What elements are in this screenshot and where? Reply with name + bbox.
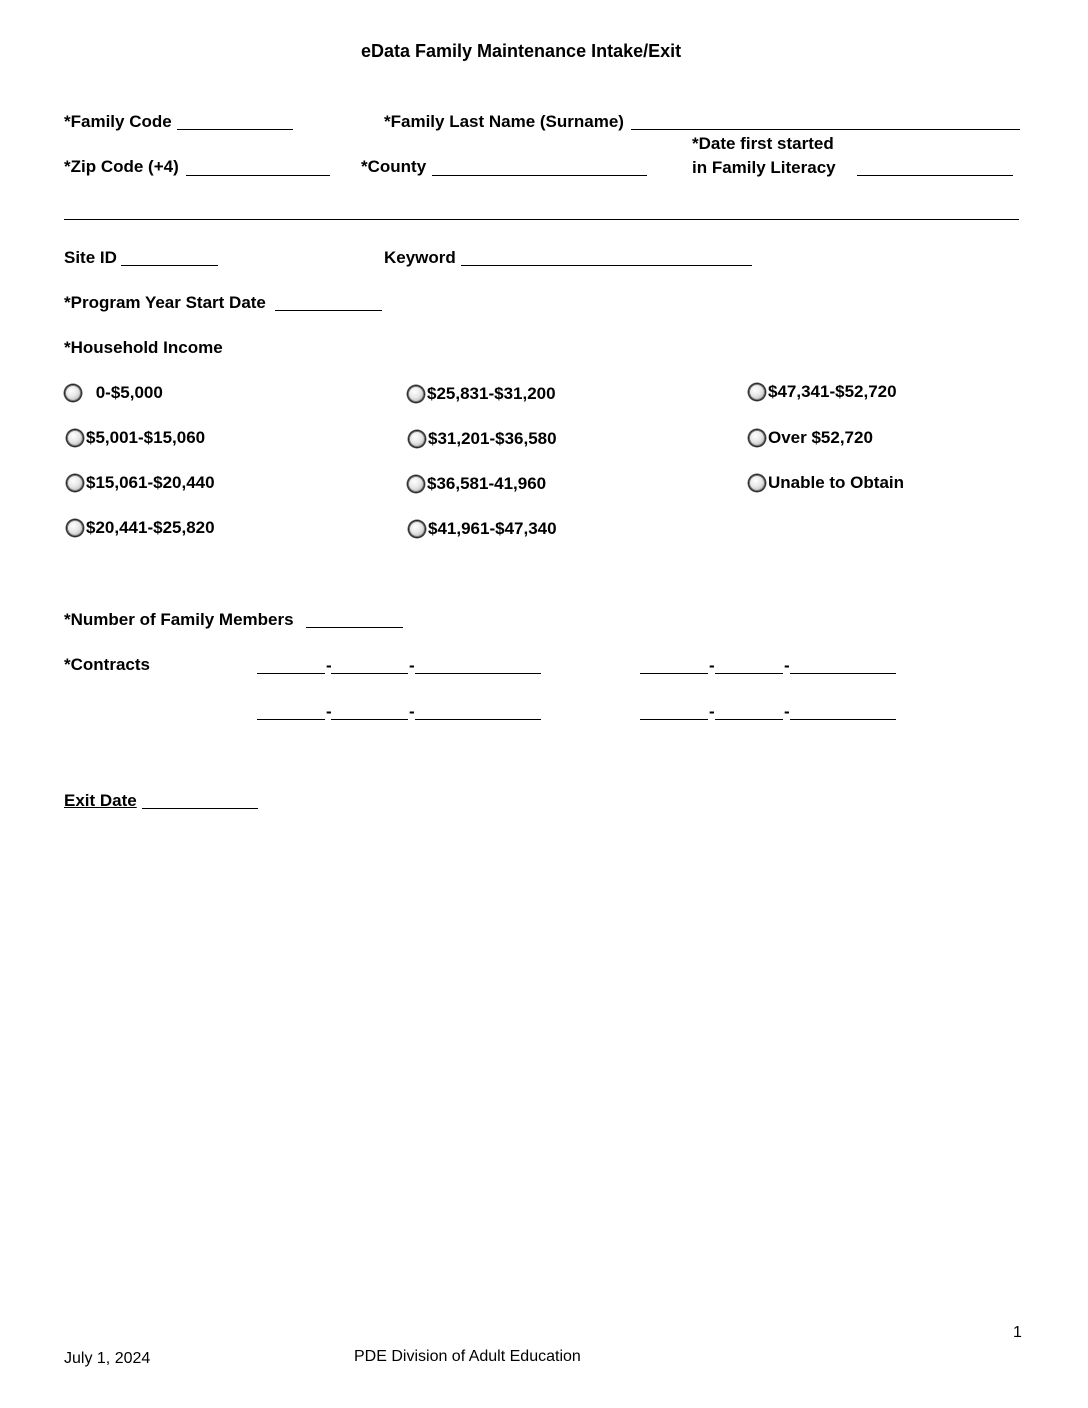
footer-division: PDE Division of Adult Education xyxy=(354,1348,581,1365)
number-of-family-members-label: *Number of Family Members xyxy=(64,610,294,629)
income-option-label: $41,961-$47,340 xyxy=(428,519,557,538)
income-option-label: $20,441-$25,820 xyxy=(86,518,215,537)
radio-button[interactable] xyxy=(66,429,84,447)
date-first-started-label-2: in Family Literacy xyxy=(692,158,836,177)
contract-separator: - xyxy=(326,656,332,675)
contract-1-part-1[interactable] xyxy=(257,673,325,674)
income-option-over-52720[interactable] xyxy=(748,428,873,448)
contract-2-part-3[interactable] xyxy=(790,673,896,674)
family-code-field[interactable] xyxy=(177,129,293,130)
page-title: eData Family Maintenance Intake/Exit xyxy=(361,41,682,61)
contract-2-part-1[interactable] xyxy=(640,673,708,674)
income-option-label: $31,201-$36,580 xyxy=(428,429,557,448)
radio-button[interactable] xyxy=(748,474,766,492)
family-code-label: *Family Code xyxy=(64,112,172,131)
exit-date-field[interactable] xyxy=(142,808,258,809)
income-option-label: $25,831-$31,200 xyxy=(427,384,556,403)
contract-separator: - xyxy=(709,702,715,721)
county-label: *County xyxy=(361,157,427,176)
radio-button[interactable] xyxy=(408,520,426,538)
income-option-label: Unable to Obtain xyxy=(768,473,904,492)
income-option-label: $5,001-$15,060 xyxy=(86,428,206,447)
radio-button[interactable] xyxy=(748,383,766,401)
contract-1-part-3[interactable] xyxy=(415,673,541,674)
contract-1-part-2[interactable] xyxy=(331,673,408,674)
radio-button[interactable] xyxy=(407,385,425,403)
date-first-started-label-1: *Date first started xyxy=(692,134,834,153)
footer-date: July 1, 2024 xyxy=(64,1350,151,1367)
radio-button[interactable] xyxy=(66,474,84,492)
radio-button[interactable] xyxy=(407,475,425,493)
radio-button[interactable] xyxy=(66,519,84,537)
income-option-label: $15,061-$20,440 xyxy=(86,473,215,492)
income-option-20441-25820[interactable] xyxy=(66,518,215,538)
contract-separator: - xyxy=(709,656,715,675)
section-divider xyxy=(64,219,1019,220)
income-option-31201-36580[interactable] xyxy=(408,429,557,449)
household-income-label: *Household Income xyxy=(64,338,223,357)
zip-code-field[interactable] xyxy=(186,175,330,176)
zip-code-label: *Zip Code (+4) xyxy=(64,157,179,176)
contracts-label: *Contracts xyxy=(64,655,150,674)
income-option-41961-47340[interactable] xyxy=(408,519,557,539)
contract-separator: - xyxy=(409,702,415,721)
income-option-15061-20440[interactable] xyxy=(66,473,215,493)
county-field[interactable] xyxy=(432,175,647,176)
radio-button[interactable] xyxy=(748,429,766,447)
income-option-0-5000[interactable] xyxy=(64,383,163,403)
program-year-start-date-label: *Program Year Start Date xyxy=(64,293,266,312)
income-option-unable-to-obtain[interactable] xyxy=(748,473,904,493)
contract-4-part-2[interactable] xyxy=(715,719,783,720)
number-of-family-members-field[interactable] xyxy=(306,627,403,628)
contract-3-part-3[interactable] xyxy=(415,719,541,720)
radio-button[interactable] xyxy=(408,430,426,448)
income-option-label: Over $52,720 xyxy=(768,428,873,447)
contract-3-part-2[interactable] xyxy=(331,719,408,720)
contract-separator: - xyxy=(409,656,415,675)
income-option-label: $47,341-$52,720 xyxy=(768,382,897,401)
income-option-25831-31200[interactable] xyxy=(407,384,556,404)
income-option-label: 0-$5,000 xyxy=(91,383,163,402)
keyword-label: Keyword xyxy=(384,248,456,267)
program-year-start-date-field[interactable] xyxy=(275,310,382,311)
date-first-started-field[interactable] xyxy=(857,175,1013,176)
family-last-name-label: *Family Last Name (Surname) xyxy=(384,112,624,131)
contract-3-part-1[interactable] xyxy=(257,719,325,720)
contract-4-part-1[interactable] xyxy=(640,719,708,720)
family-last-name-field[interactable] xyxy=(631,129,1020,130)
exit-date-label: Exit Date xyxy=(64,791,137,810)
contract-separator: - xyxy=(784,656,790,675)
contract-separator: - xyxy=(326,702,332,721)
contract-2-part-2[interactable] xyxy=(715,673,783,674)
income-option-5001-15060[interactable] xyxy=(66,428,205,448)
income-option-47341-52720[interactable] xyxy=(748,382,897,402)
site-id-label: Site ID xyxy=(64,248,117,267)
site-id-field[interactable] xyxy=(121,265,218,266)
contract-4-part-3[interactable] xyxy=(790,719,896,720)
page-number: 1 xyxy=(1013,1324,1022,1341)
income-option-label: $36,581-41,960 xyxy=(427,474,547,493)
income-option-36581-41960[interactable] xyxy=(407,474,546,494)
keyword-field[interactable] xyxy=(461,265,752,266)
radio-button[interactable] xyxy=(64,384,82,402)
contract-separator: - xyxy=(784,702,790,721)
